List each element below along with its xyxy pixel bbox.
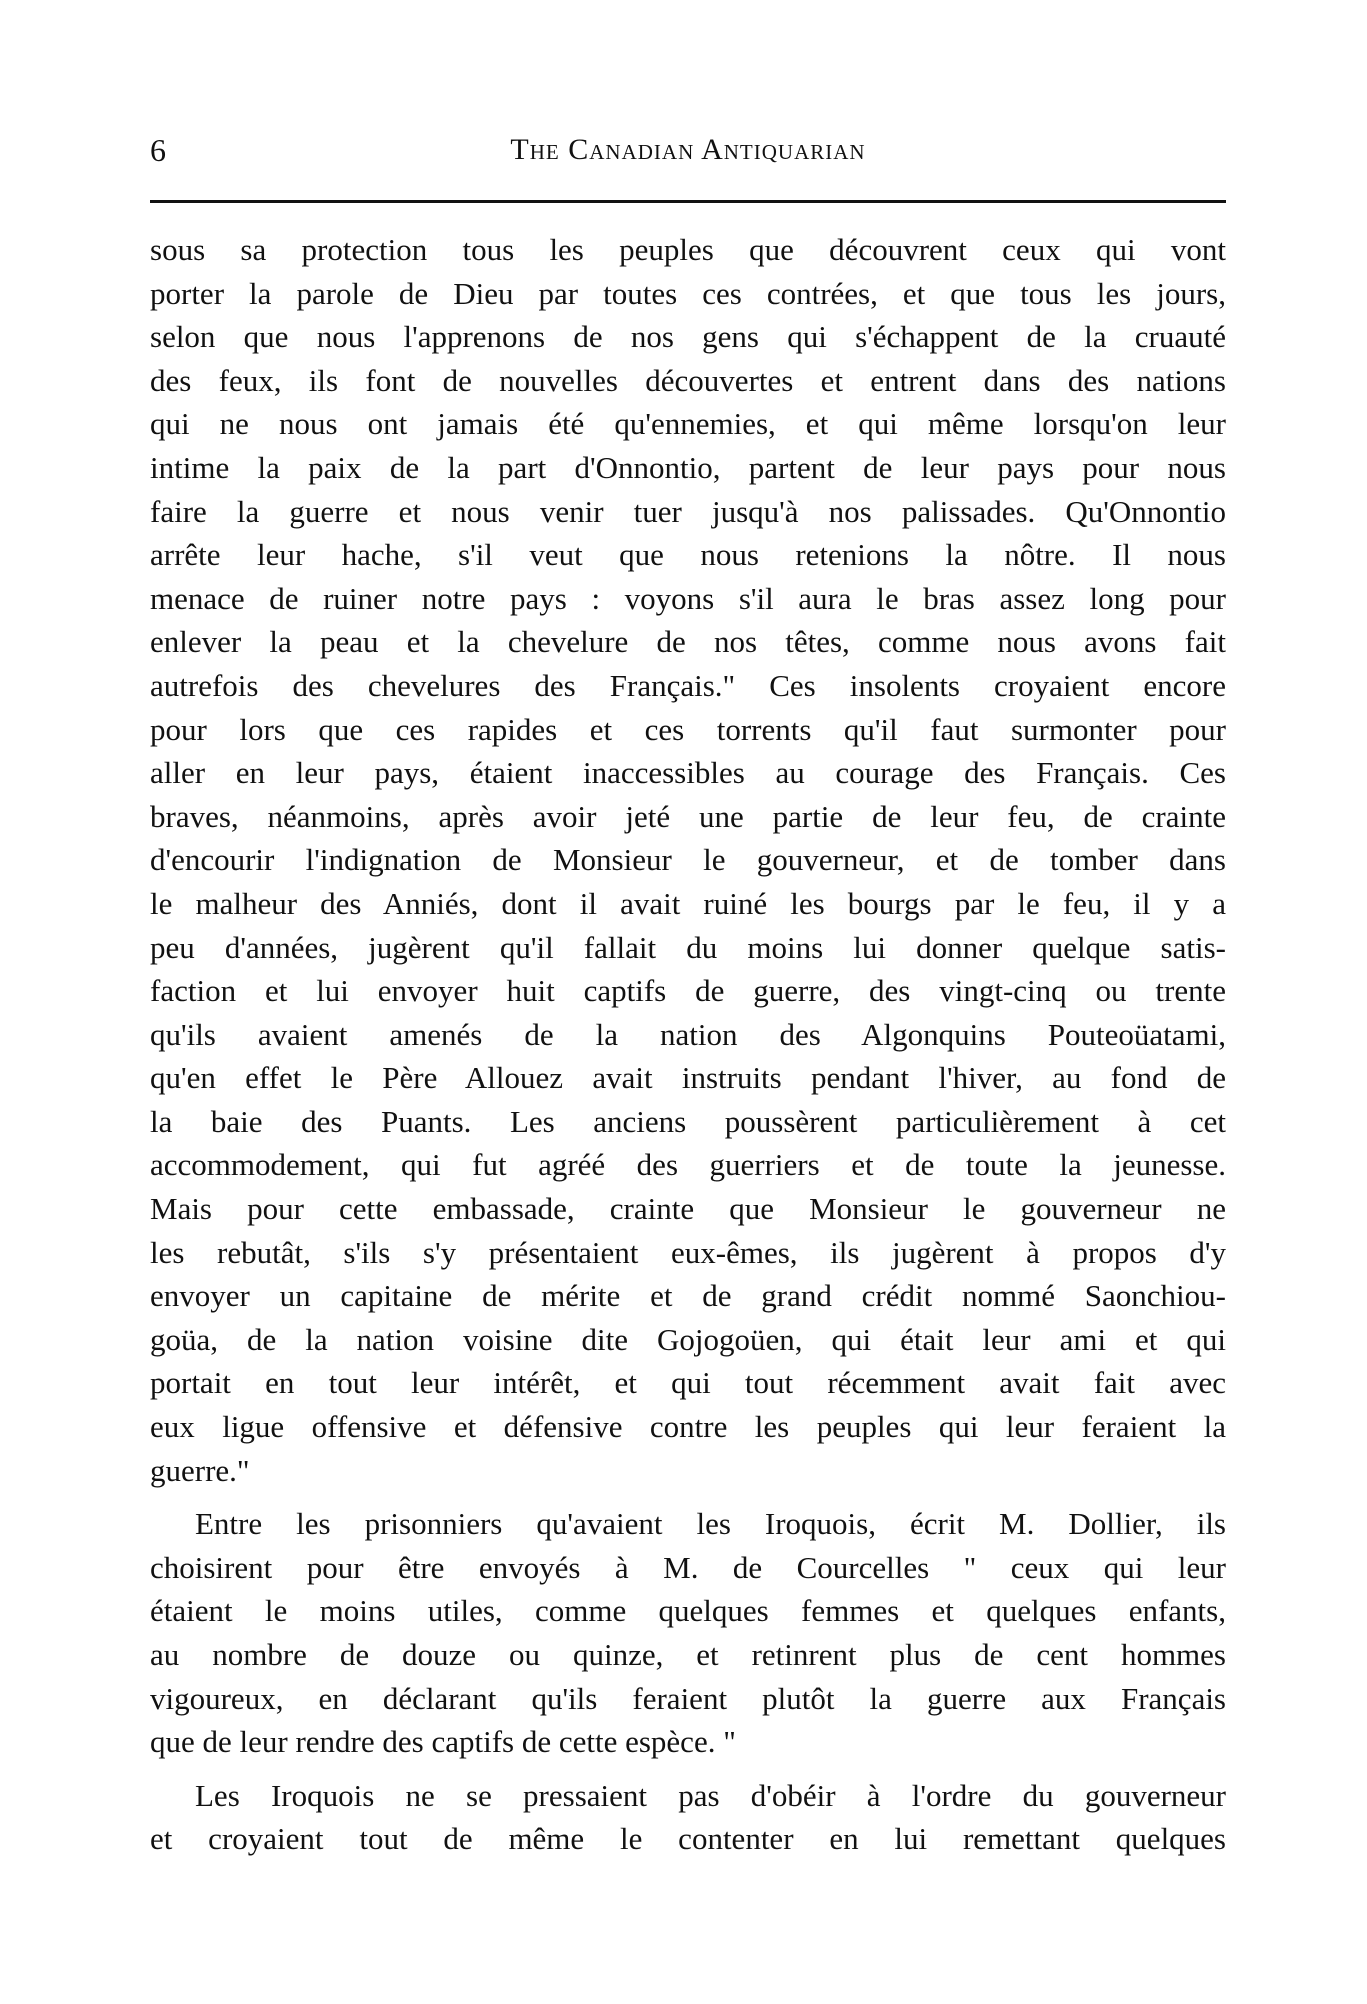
text-line: goüa, de la nation voisine dite Gojogoüen, qui était leur ami et qui [150, 1321, 1226, 1357]
paragraph-2 [150, 1502, 1226, 1764]
body-text [150, 228, 1226, 1861]
text-line: choisirent pour être envoyés à M. de Courcelles " ceux qui leur [150, 1549, 1226, 1585]
text-line: menace de ruiner notre pays : voyons s'il aura le bras assez long pour [150, 580, 1226, 616]
text-line: envoyer un capitaine de mérite et de grand crédit nommé Saonchiou- [150, 1278, 1226, 1314]
text-line: braves, néanmoins, après avoir jeté une partie de leur feu, de crainte [150, 798, 1226, 834]
text-line: les rebutât, s'ils s'y présentaient eux-êmes, ils jugèrent à propos d'y [150, 1234, 1226, 1270]
text-line: pour lors que ces rapides et ces torrents qu'il faut surmonter pour [150, 711, 1226, 747]
text-line: faire la guerre et nous venir tuer jusqu'à nos palissades. Qu'Onnontio [150, 493, 1226, 529]
paragraph-spacer [150, 1764, 1226, 1774]
text-line: porter la parole de Dieu par toutes ces contrées, et que tous les jours, [150, 275, 1226, 311]
paragraph-3 [150, 1774, 1226, 1861]
running-title: The Canadian Antiquarian [510, 133, 866, 166]
text-line: Mais pour cette embassade, crainte que Monsieur le gouverneur ne [150, 1191, 1226, 1227]
text-line: selon que nous l'apprenons de nos gens qui s'échappent de la cruauté [150, 319, 1226, 355]
text-line: que de leur rendre des captifs de cette espèce. " [150, 1724, 736, 1760]
page-header [150, 128, 1226, 172]
paragraph-1 [150, 228, 1226, 1492]
text-line: guerre." [150, 1452, 250, 1488]
text-line: autrefois des chevelures des Français." Ces insolents croyaient encore [150, 667, 1226, 703]
text-line: qui ne nous ont jamais été qu'ennemies, et qui même lorsqu'on leur [150, 406, 1226, 442]
text-line: des feux, ils font de nouvelles découvertes et entrent dans des nations [150, 362, 1226, 398]
text-line: enlever la peau et la chevelure de nos têtes, comme nous avons fait [150, 624, 1226, 660]
text-line: eux ligue offensive et défensive contre les peuples qui leur feraient la [150, 1409, 1226, 1445]
text-line: faction et lui envoyer huit captifs de guerre, des vingt-cinq ou trente [150, 973, 1226, 1009]
text-line: d'encourir l'indignation de Monsieur le gouverneur, et de tomber dans [150, 842, 1226, 878]
text-line: et croyaient tout de même le contenter en lui remettant quelques [150, 1821, 1226, 1857]
text-line: Entre les prisonniers qu'avaient les Iroquois, écrit M. Dollier, ils [195, 1506, 1226, 1542]
paragraph-spacer [150, 1492, 1226, 1502]
text-line: le malheur des Anniés, dont il avait ruiné les bourgs par le feu, il y a [150, 885, 1226, 921]
text-line: étaient le moins utiles, comme quelques femmes et quelques enfants, [150, 1593, 1226, 1629]
text-line: peu d'années, jugèrent qu'il fallait du moins lui donner quelque satis- [150, 929, 1226, 965]
page-number: 6 [150, 132, 166, 168]
text-line: au nombre de douze ou quinze, et retinrent plus de cent hommes [150, 1637, 1226, 1672]
text-line: aller en leur pays, étaient inaccessibles au courage des Français. Ces [150, 755, 1226, 791]
text-line: qu'ils avaient amenés de la nation des Algonquins Pouteoüatami, [150, 1016, 1226, 1052]
text-line: la baie des Puants. Les anciens poussèrent particulièrement à cet [150, 1103, 1226, 1139]
text-line: vigoureux, en déclarant qu'ils feraient plutôt la guerre aux Français [150, 1680, 1226, 1716]
text-line: arrête leur hache, s'il veut que nous retenions la nôtre. Il nous [150, 537, 1226, 573]
text-line: sous sa protection tous les peuples que découvrent ceux qui vont [150, 232, 1226, 267]
header-rule [150, 200, 1226, 203]
text-line: accommodement, qui fut agréé des guerriers et de toute la jeunesse. [150, 1147, 1226, 1183]
text-line: portait en tout leur intérêt, et qui tout récemment avait fait avec [150, 1365, 1226, 1401]
text-line: Les Iroquois ne se pressaient pas d'obéir à l'ordre du gouverneur [195, 1777, 1226, 1813]
text-line: qu'en effet le Père Allouez avait instruits pendant l'hiver, au fond de [150, 1060, 1226, 1096]
text-line: intime la paix de la part d'Onnontio, partent de leur pays pour nous [150, 449, 1226, 485]
